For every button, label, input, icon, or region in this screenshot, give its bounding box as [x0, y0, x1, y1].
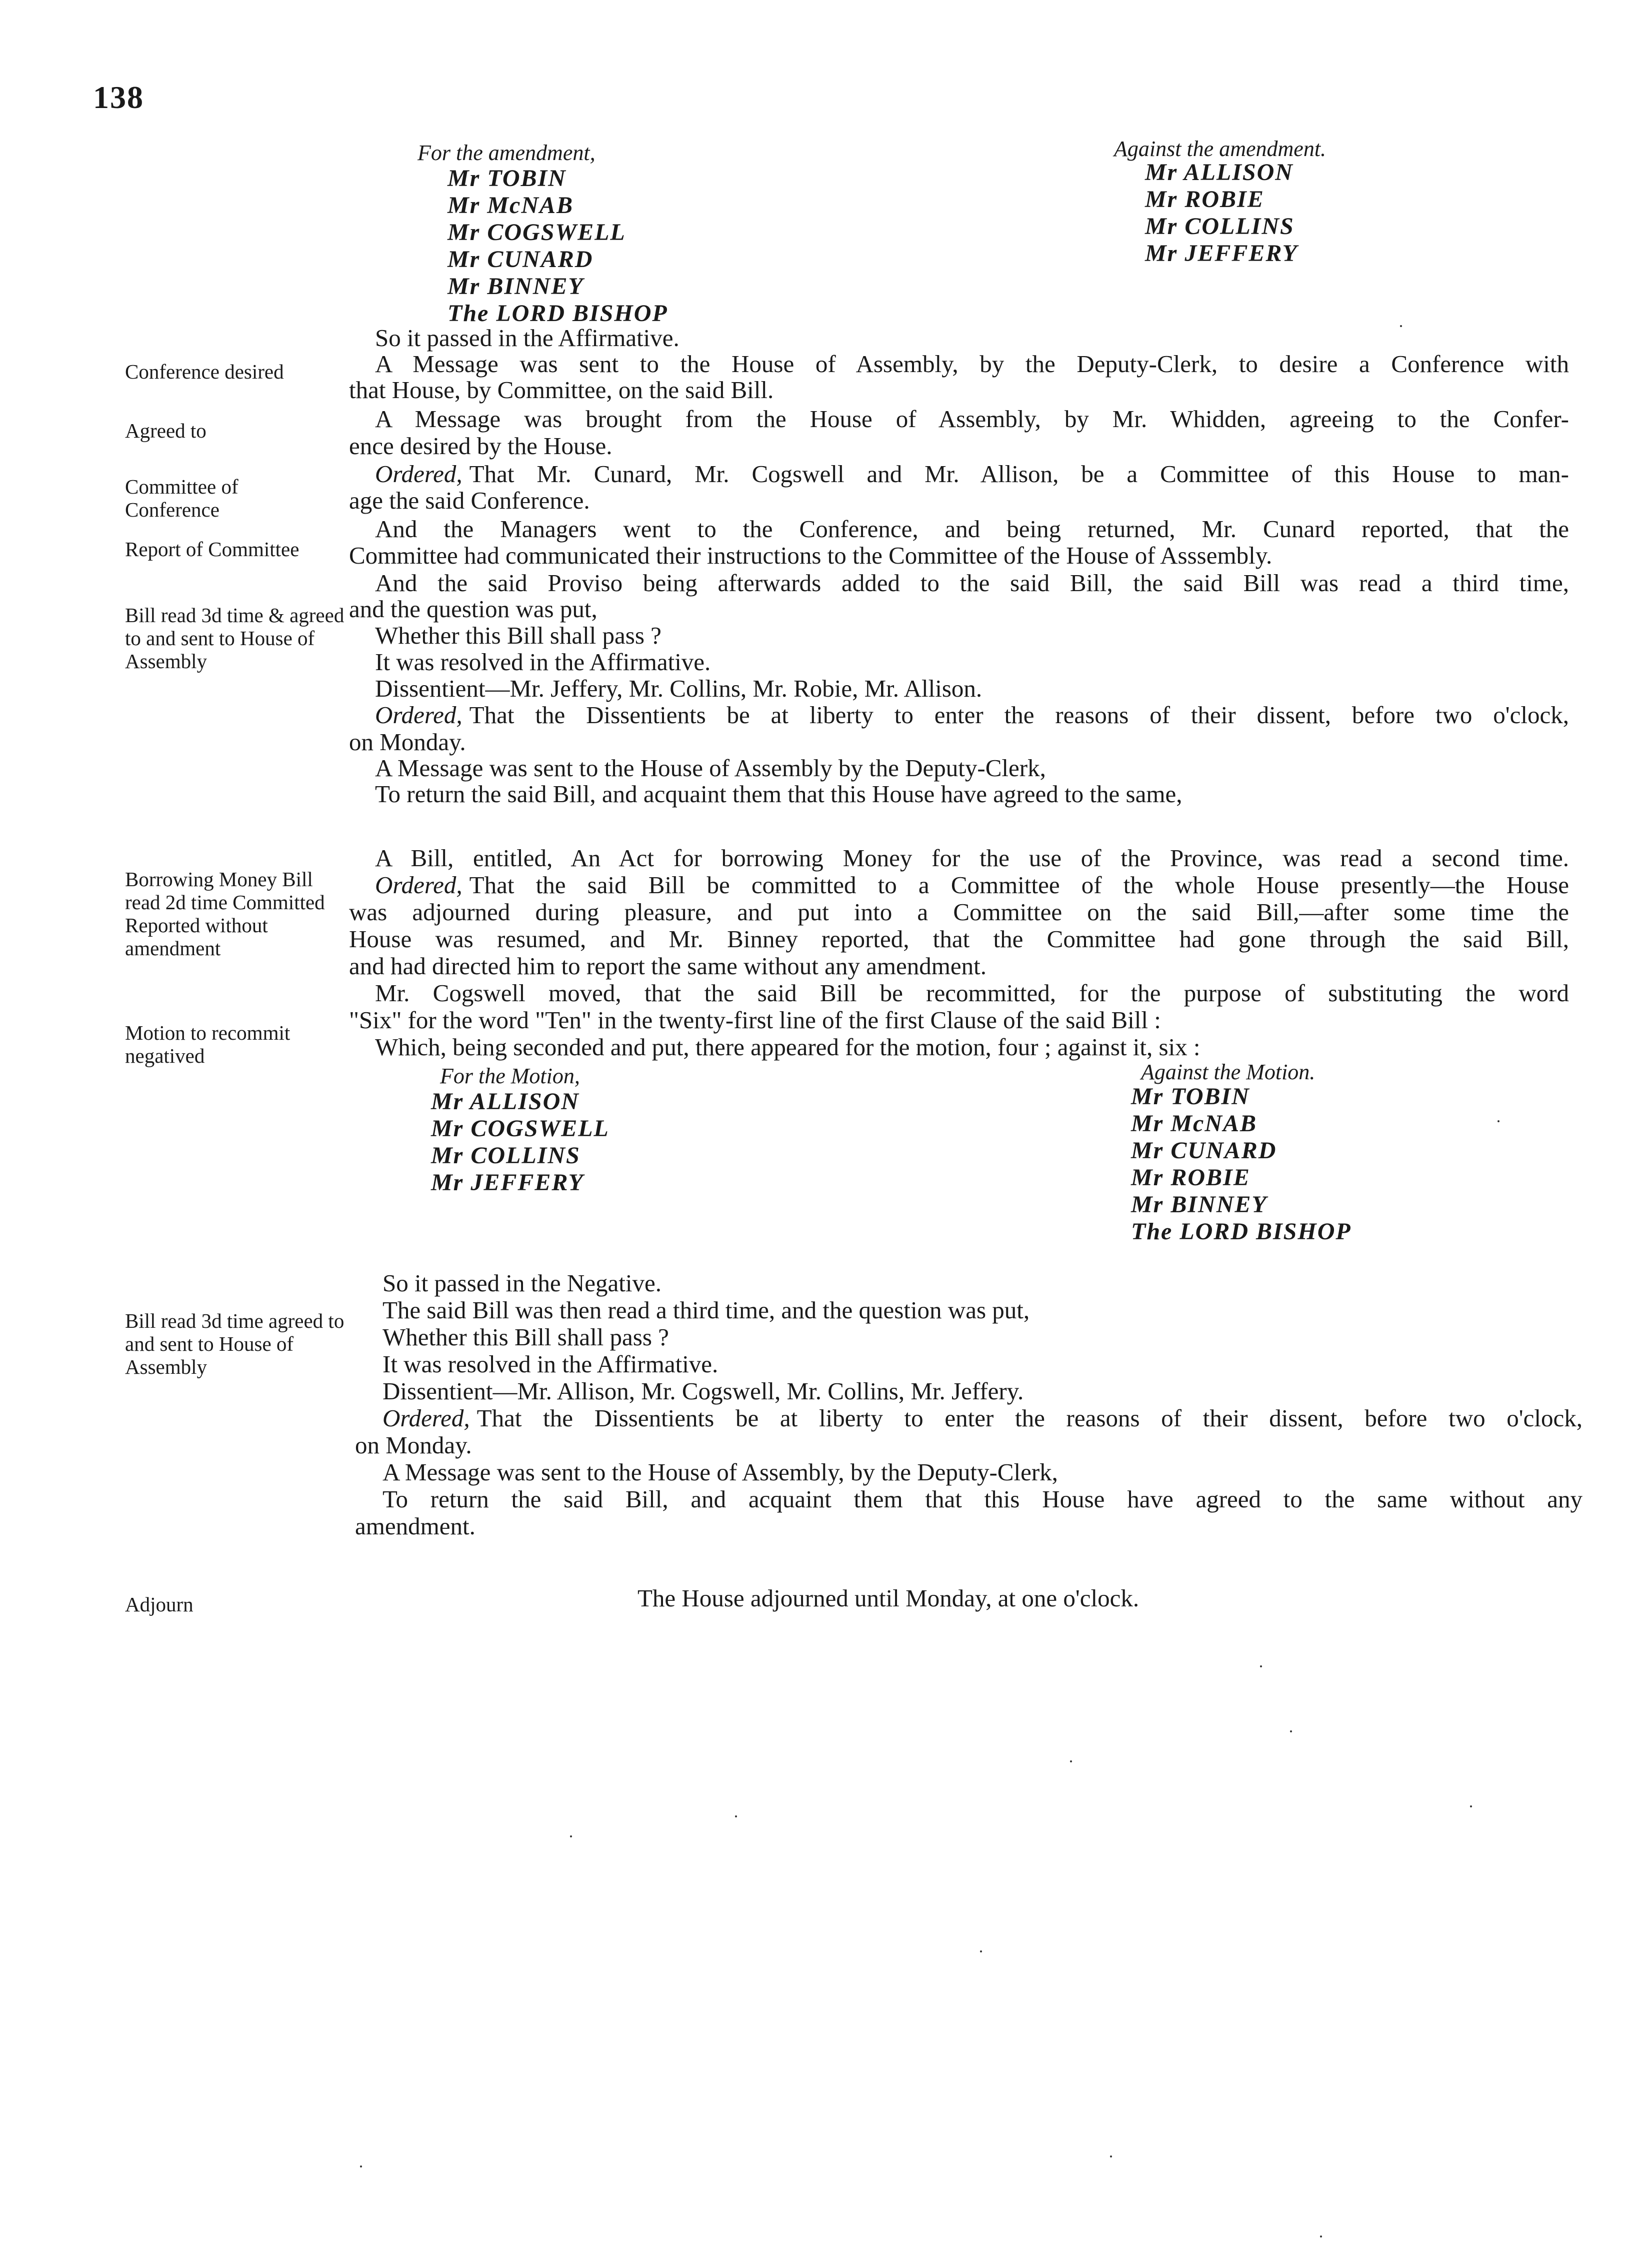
margin-note: Committee of Conference [125, 475, 238, 521]
text-line: A Message was sent to the House of Assembly, by the Deputy-Clerk, [382, 1458, 1058, 1486]
ordered-line [375, 461, 1569, 487]
vote2-against-list [1131, 1083, 1352, 1245]
text-line: Which, being seconded and put, there appeared for the motion, four ; against it, six : [375, 1033, 1200, 1061]
scan-speck [980, 1950, 982, 1952]
scan-speck [570, 1835, 572, 1837]
margin-note: Conference desired [125, 360, 284, 383]
text-line: "Six" for the word "Ten" in the twenty-first line of the first Clause of the said Bill : [349, 1006, 1161, 1034]
ordered-line [382, 1405, 1582, 1431]
text-line: House was resumed, and Mr. Binney reported, that the Committee had gone through the said Bill, [349, 925, 1569, 953]
text-line: on Monday. [355, 1431, 472, 1459]
ordered-line [375, 872, 1569, 898]
vote-name: Mr TOBIN [1131, 1083, 1250, 1110]
vote-name: The LORD BISHOP [448, 300, 668, 327]
vote-name: Mr JEFFERY [1145, 240, 1298, 267]
scan-speck [735, 1815, 737, 1817]
adjournment-line: The House adjourned until Monday, at one o'clock. [638, 1584, 1140, 1612]
ordered-line [375, 702, 1569, 728]
scan-speck [1260, 1665, 1262, 1667]
text-line: Dissentient—Mr. Allison, Mr. Cogswell, Mr. Collins, Mr. Jeffery. [382, 1377, 1024, 1405]
scan-speck [1320, 2235, 1322, 2237]
vote2-for-heading: For the Motion, [440, 1064, 580, 1088]
scan-speck [1290, 1730, 1292, 1732]
vote-name: Mr ROBIE [1145, 186, 1264, 213]
text-line: that House, by Committee, on the said Bill. [349, 376, 774, 404]
ordered-label: Ordered, [375, 701, 462, 729]
vote-name: Mr BINNEY [1131, 1191, 1268, 1218]
vote-name: Mr COGSWELL [431, 1115, 610, 1142]
vote1-against-list [1145, 159, 1298, 267]
vote1-against-heading: Against the amendment. [1114, 137, 1326, 161]
vote-name: Mr CUNARD [1131, 1137, 1277, 1164]
vote-name: Mr BINNEY [448, 273, 584, 300]
vote-name: Mr COLLINS [1145, 213, 1294, 240]
vote2-for-list [431, 1088, 610, 1196]
text-line: and the question was put, [349, 595, 598, 623]
vote1-for-heading: For the amendment, [418, 141, 596, 165]
text-line: So it passed in the Negative. [382, 1269, 662, 1297]
text-line: That Mr. Cunard, Mr. Cogswell and Mr. Allison, be a Committee of this House to man- [469, 460, 1569, 488]
scan-speck [1400, 325, 1402, 327]
ordered-label: Ordered, [375, 460, 462, 488]
scan-speck [1470, 1805, 1472, 1807]
vote-name: Mr ALLISON [431, 1088, 580, 1115]
text-line: And the Managers went to the Conference, and being returned, Mr. Cunard reported, that the [375, 515, 1569, 543]
vote2-against-heading: Against the Motion. [1141, 1060, 1316, 1084]
scan-speck [1498, 1120, 1500, 1122]
scan-speck [360, 2165, 362, 2167]
vote-name: Mr COLLINS [431, 1142, 580, 1169]
text-line: Whether this Bill shall pass ? [382, 1323, 669, 1351]
text-line: amendment. [355, 1512, 476, 1540]
vote-name: Mr ALLISON [1145, 159, 1294, 186]
text-line: That the Dissentients be at liberty to enter the reasons of their dissent, before two o'clock, [476, 1404, 1582, 1432]
text-line: A Message was sent to the House of Assembly, by the Deputy-Clerk, to desire a Conference with [375, 350, 1569, 378]
text-line: To return the said Bill, and acquaint them that this House have agreed to the same without any [382, 1485, 1582, 1513]
ordered-label: Ordered, [382, 1404, 470, 1432]
vote-name: Mr ROBIE [1131, 1164, 1250, 1191]
margin-note: Bill read 3d time & agreed to and sent to House of Assembly [125, 604, 344, 673]
text-line: And the said Proviso being afterwards added to the said Bill, the said Bill was read a third time, [375, 569, 1569, 597]
text-line: So it passed in the Affirmative. [375, 324, 680, 352]
vote-name: Mr McNAB [448, 192, 574, 219]
text-line: Dissentient—Mr. Jeffery, Mr. Collins, Mr. Robie, Mr. Allison. [375, 675, 982, 702]
text-line: It was resolved in the Affirmative. [382, 1350, 718, 1378]
text-line: That the Dissentients be at liberty to enter the reasons of their dissent, before two o'clock, [469, 701, 1569, 729]
vote-name: Mr McNAB [1131, 1110, 1258, 1137]
text-line: was adjourned during pleasure, and put into a Committee on the said Bill,—after some time the [349, 898, 1569, 926]
text-line: Mr. Cogswell moved, that the said Bill be recommitted, for the purpose of substituting the word [375, 979, 1569, 1007]
ordered-label: Ordered, [375, 871, 462, 899]
vote1-for-list [448, 165, 668, 327]
vote-name: Mr CUNARD [448, 246, 594, 273]
page-number: 138 [93, 80, 144, 115]
text-line: It was resolved in the Affirmative. [375, 648, 711, 676]
text-line: on Monday. [349, 728, 466, 756]
text-line: A Bill, entitled, An Act for borrowing Money for the use of the Province, was read a second time. [375, 844, 1569, 872]
text-line: A Message was sent to the House of Assembly by the Deputy-Clerk, [375, 754, 1046, 782]
text-line: age the said Conference. [349, 487, 590, 514]
text-line: A Message was brought from the House of Assembly, by Mr. Whidden, agreeing to the Confer- [375, 405, 1569, 433]
vote-name: Mr COGSWELL [448, 219, 626, 246]
margin-note: Adjourn [125, 1593, 194, 1616]
margin-note: Borrowing Money Bill read 2d time Committed Reported without amendment [125, 868, 325, 960]
text-line: Whether this Bill shall pass ? [375, 622, 662, 649]
vote-name: Mr TOBIN [448, 165, 566, 192]
text-line: That the said Bill be committed to a Committee of the whole House presently—the House [469, 871, 1569, 899]
text-line: The said Bill was then read a third time, and the question was put, [382, 1296, 1030, 1324]
text-line: To return the said Bill, and acquaint them that this House have agreed to the same, [375, 780, 1182, 808]
margin-note: Report of Committee [125, 538, 300, 561]
vote-name: Mr JEFFERY [431, 1169, 584, 1196]
margin-note: Bill read 3d time agreed to and sent to House of Assembly [125, 1309, 344, 1378]
scan-speck [1110, 2155, 1112, 2157]
vote-name: The LORD BISHOP [1131, 1218, 1352, 1245]
text-line: Committee had communicated their instructions to the Committee of the House of Asssembly. [349, 542, 1272, 569]
margin-note: Agreed to [125, 419, 206, 442]
text-line: ence desired by the House. [349, 432, 612, 460]
text-line: and had directed him to report the same without any amendment. [349, 952, 986, 980]
scan-speck [1070, 1760, 1072, 1762]
margin-note: Motion to recommit negatived [125, 1021, 290, 1067]
